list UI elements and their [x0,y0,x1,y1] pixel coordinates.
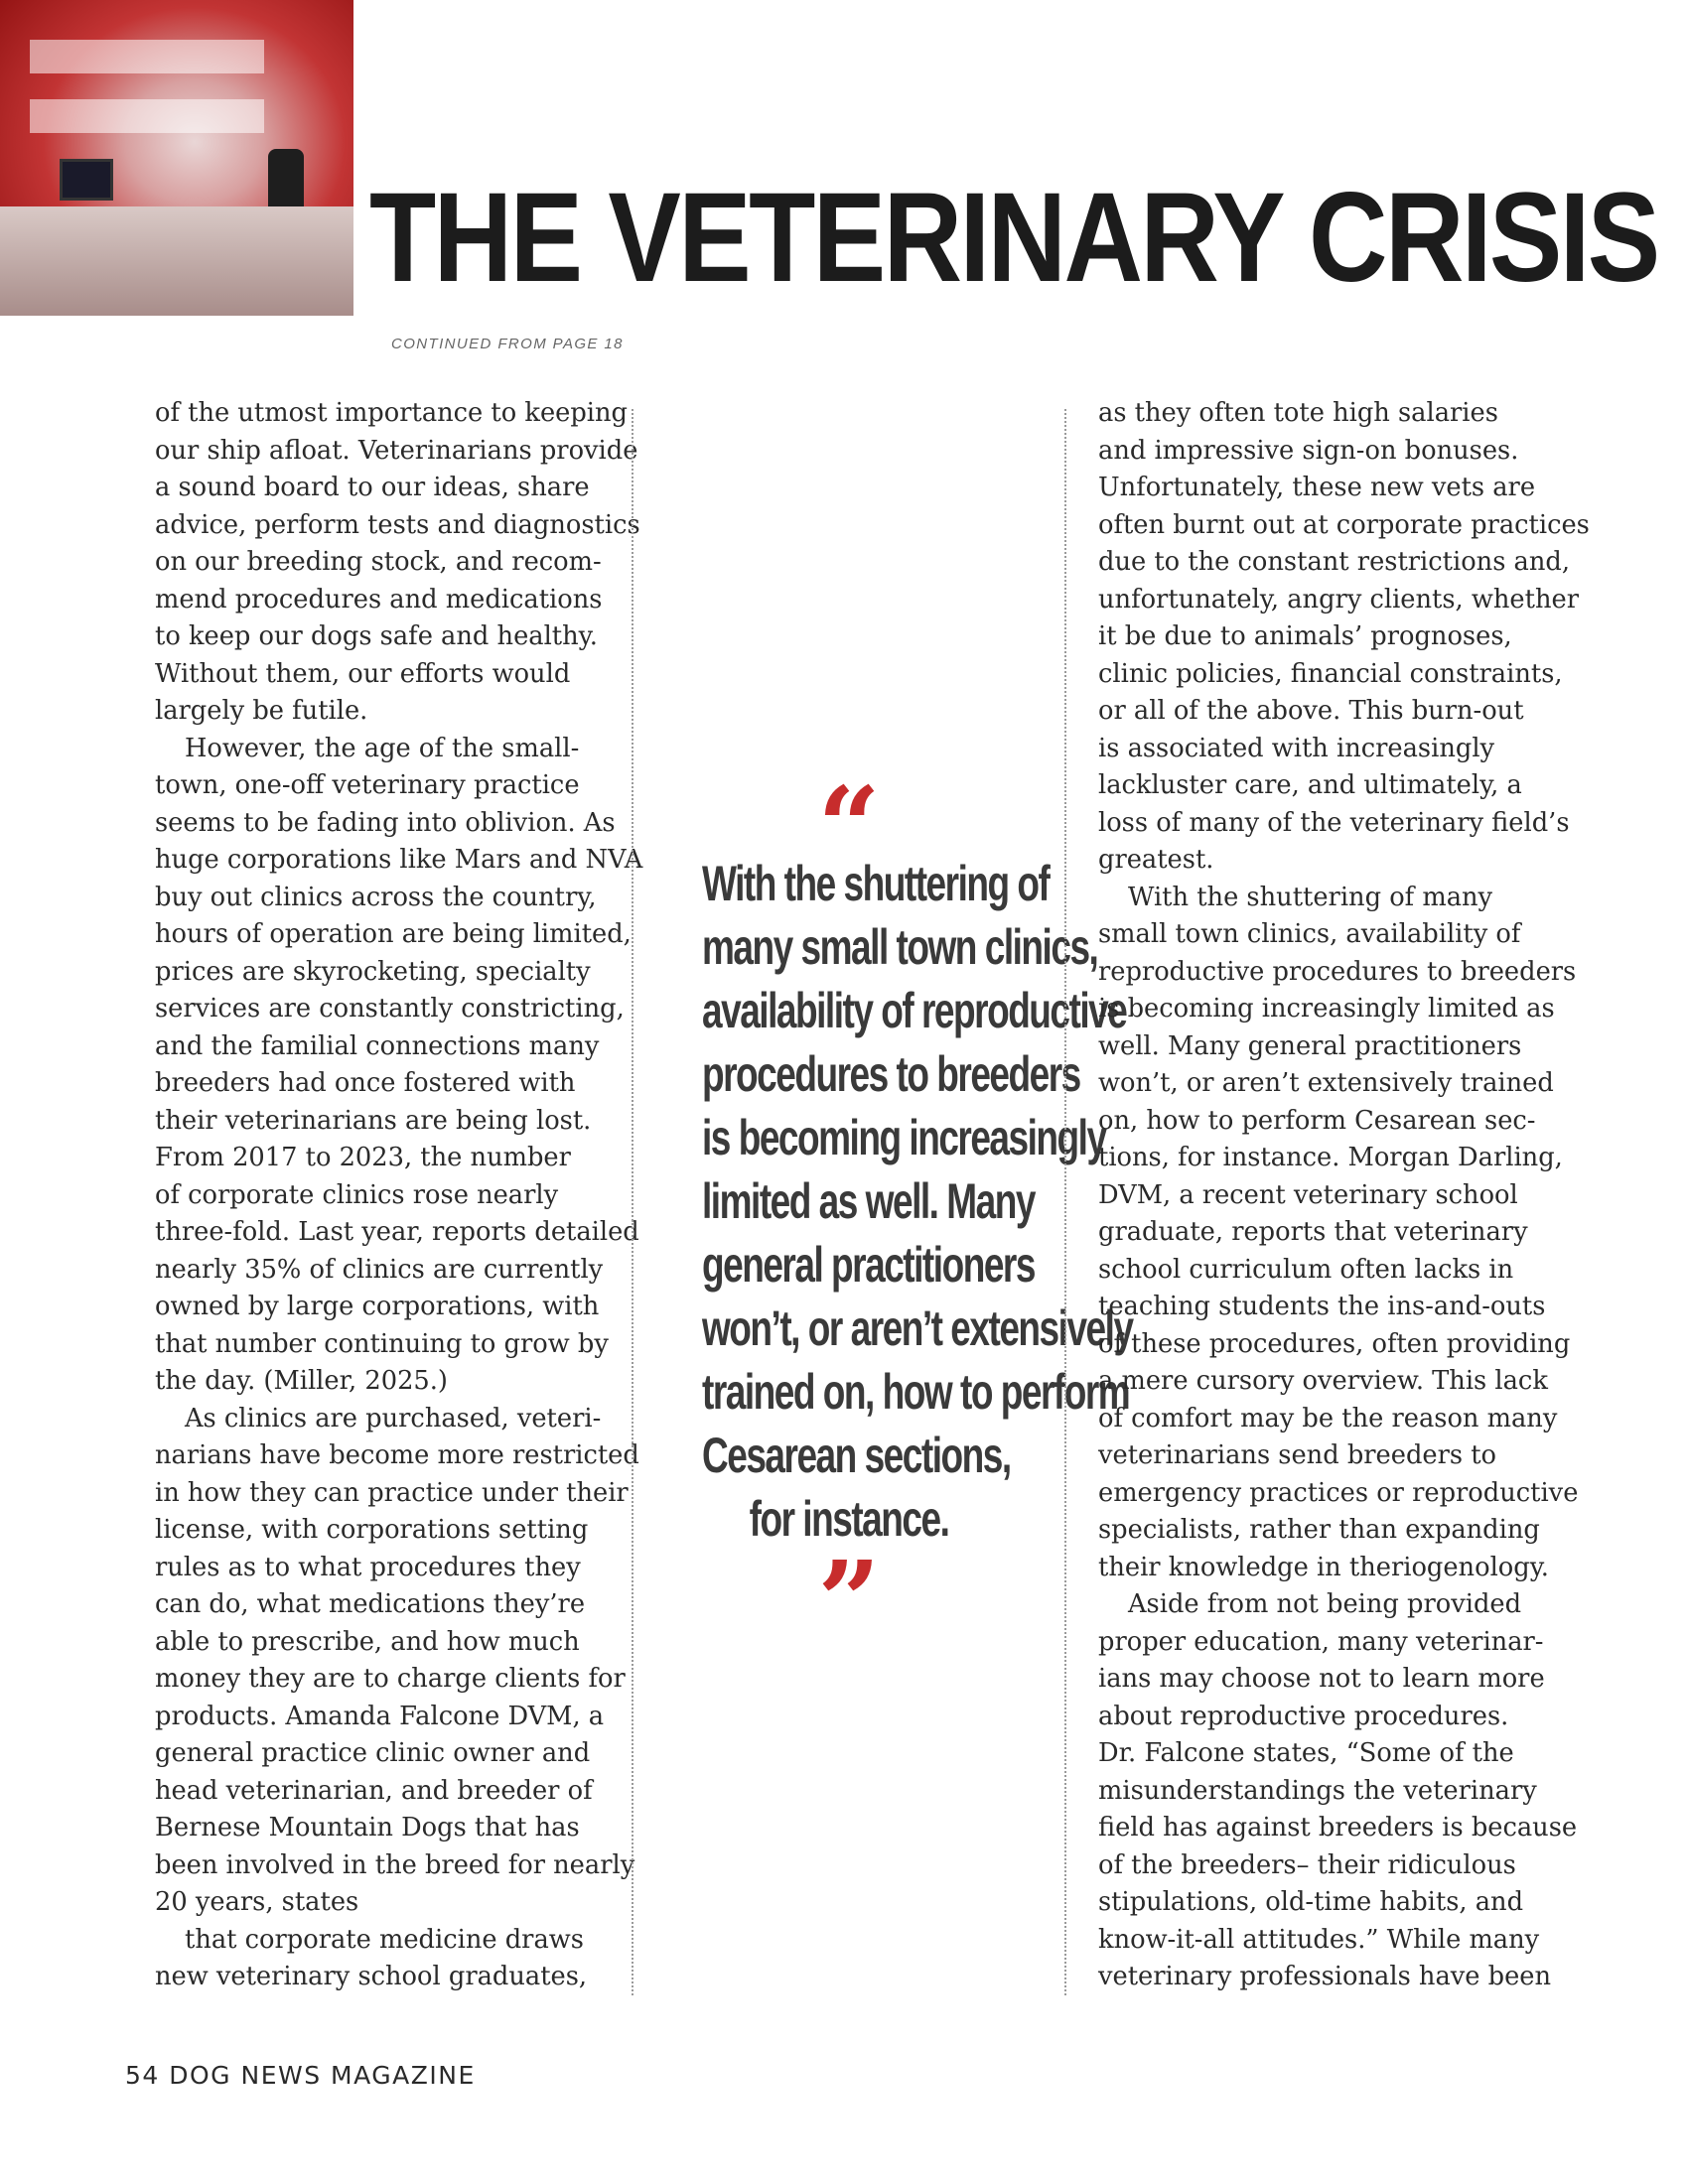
photo-monitor [60,159,113,201]
text-line: of comfort may be the reason many [1098,1403,1558,1433]
text-line: lackluster care, and ultimately, a [1098,770,1522,800]
text-line: on, how to perform Cesarean sec- [1098,1105,1536,1136]
text-line: the day. (Miller, 2025.) [155,1366,448,1396]
text-line: However, the age of the small- [185,733,580,763]
text-line: emergency practices or reproductive [1098,1477,1579,1508]
text-line: head veterinarian, and breeder of [155,1775,593,1806]
text-line: often burnt out at corporate practices [1098,509,1590,540]
pull-quote-line: limited as well. Many [702,1173,1035,1229]
pull-quote-line: won’t, or aren’t extensively [702,1300,1133,1356]
text-line: our ship afloat. Veterinarians provide [155,435,638,466]
text-line: of the breeders– their ridiculous [1098,1849,1516,1880]
text-line: won’t, or aren’t extensively trained [1098,1068,1554,1098]
photo-counter [0,206,353,316]
text-line: Dr. Falcone states, “Some of the [1098,1738,1514,1768]
text-line: field has against breeders is because [1098,1813,1578,1843]
text-line: specialists, rather than expanding [1098,1515,1540,1545]
text-line: a sound board to our ideas, share [155,473,590,502]
text-line: of the utmost importance to keeping [155,398,628,428]
paragraph [155,395,640,731]
text-line: know-it-all attitudes.” While many [1098,1924,1540,1955]
text-line: 20 years, states [155,1887,359,1917]
paragraph [155,1922,622,1996]
text-line: town, one-off veterinary practice [155,770,580,800]
text-line: greatest. [1098,845,1214,875]
text-line: license, with corporations setting [155,1515,589,1545]
text-line: as they often tote high salaries [1098,398,1498,428]
paragraph [1098,1586,1578,1996]
pull-quote-line: Cesarean sections, [702,1428,1011,1483]
text-line: hours of operation are being limited, [155,919,632,949]
text-line: clinic policies, financial constraints, [1098,658,1563,689]
text-line: Bernese Mountain Dogs that has [155,1813,580,1843]
close-quote-icon: ” [817,1537,881,1665]
text-line: their veterinarians are being lost. [155,1105,592,1136]
text-line: huge corporations like Mars and NVA [155,845,643,875]
text-line: about reproductive procedures. [1098,1701,1509,1731]
text-line: school curriculum often lacks in [1098,1254,1514,1285]
text-line: of these procedures, often providing [1098,1328,1571,1359]
left-text-column [155,395,643,1996]
text-line: nearly 35% of clinics are currently [155,1254,604,1285]
right-text-column [1098,395,1590,1996]
text-line: proper education, many veterinar- [1098,1626,1544,1657]
text-line: small town clinics, availability of [1098,919,1521,949]
column-divider-right [1064,409,1066,1995]
text-line: that corporate medicine draws [185,1924,584,1955]
pull-quote-line: trained on, how to perform [702,1364,1130,1420]
text-line: largely be futile. [155,696,368,726]
photo-shelf-top [30,40,264,73]
text-line: prices are skyrocketing, specialty [155,956,591,987]
text-line: three-fold. Last year, reports detailed [155,1217,639,1247]
text-line: DVM, a recent veterinary school [1098,1179,1518,1210]
text-line: in how they can practice under their [155,1477,629,1508]
text-line: narians have become more restricted [155,1440,639,1470]
text-line: or all of the above. This burn-out [1098,696,1524,726]
text-line: buy out clinics across the country, [155,882,597,912]
text-line: loss of many of the veterinary field’s [1098,807,1570,838]
text-line: able to prescribe, and how much [155,1626,580,1657]
text-line: tions, for instance. Morgan Darling, [1098,1143,1563,1172]
text-line: As clinics are purchased, veteri- [185,1403,602,1433]
text-line: reproductive procedures to breeders [1098,956,1577,987]
page-footer: 54 DOG NEWS MAGAZINE [125,2061,476,2090]
paragraph [1098,880,1579,1587]
text-line: graduate, reports that veterinary [1098,1217,1528,1247]
text-line: well. Many general practitioners [1098,1030,1522,1061]
text-line: misunderstandings the veterinary [1098,1775,1537,1806]
text-line: products. Amanda Falcone DVM, a [155,1701,605,1731]
text-line: mend procedures and medications [155,584,603,614]
text-line: Unfortunately, these new vets are [1098,473,1536,502]
text-line: advice, perform tests and diagnostics [155,509,640,540]
continued-from-label: CONTINUED FROM PAGE 18 [391,336,624,352]
text-line: veterinary professionals have been [1098,1962,1552,1991]
text-line: on our breeding stock, and recom- [155,547,602,577]
text-line: been involved in the breed for nearly [155,1849,635,1880]
text-line: ians may choose not to learn more [1098,1664,1545,1694]
pull-quote-line: for instance. [749,1491,949,1547]
text-line: new veterinary school graduates, [155,1962,588,1991]
text-line: is becoming increasingly limited as [1098,994,1555,1024]
pull-quote [650,762,1133,1665]
pull-quote-line: is becoming increasingly [702,1110,1106,1165]
pull-quote-line: availability of reproductive [702,983,1127,1038]
photo-shelf-middle [30,99,264,133]
text-line: of corporate clinics rose nearly [155,1179,559,1210]
text-line: a mere cursory overview. This lack [1098,1366,1548,1396]
pull-quote-text [650,852,1133,1551]
paragraph [1098,395,1590,880]
text-line: veterinarians send breeders to [1098,1440,1497,1470]
text-line: their knowledge in theriogenology. [1098,1552,1549,1582]
text-line: Aside from not being provided [1128,1589,1522,1619]
open-quote-icon: “ [817,762,881,890]
paragraph [155,1401,639,1922]
text-line: due to the constant restrictions and, [1098,547,1571,577]
text-line: breeders had once fostered with [155,1068,576,1098]
text-line: unfortunately, angry clients, whether [1098,584,1579,614]
article-title: THE VETERINARY CRISIS [369,167,1658,309]
text-line: to keep our dogs safe and healthy. [155,621,598,651]
text-line: general practice clinic owner and [155,1738,591,1768]
text-line: rules as to what procedures they [155,1552,581,1582]
text-line: is associated with increasingly [1098,733,1495,763]
text-line: it be due to animals’ prognoses, [1098,621,1512,651]
text-line: that number continuing to grow by [155,1328,609,1359]
text-line: Without them, our efforts would [155,658,571,689]
text-line: can do, what medications they’re [155,1589,586,1619]
text-line: money they are to charge clients for [155,1664,626,1694]
column-divider-left [632,409,633,1995]
text-line: teaching students the ins-and-outs [1098,1292,1546,1321]
text-line: and impressive sign-on bonuses. [1098,435,1519,466]
pull-quote-line: many small town clinics, [702,919,1098,975]
pull-quote-line: general practitioners [702,1237,1035,1293]
text-line: services are constantly constricting, [155,994,625,1024]
text-line: owned by large corporations, with [155,1292,600,1321]
text-line: From 2017 to 2023, the number [155,1143,571,1172]
text-line: stipulations, old-time habits, and [1098,1887,1524,1917]
pull-quote-line: With the shuttering of [702,856,1050,911]
text-line: seems to be fading into oblivion. As [155,807,616,838]
pull-quote-line: procedures to breeders [702,1046,1080,1102]
header-photo-veterinary-clinic [0,0,353,316]
paragraph [155,731,643,1401]
text-line: and the familial connections many [155,1030,600,1061]
text-line: With the shuttering of many [1128,882,1493,912]
